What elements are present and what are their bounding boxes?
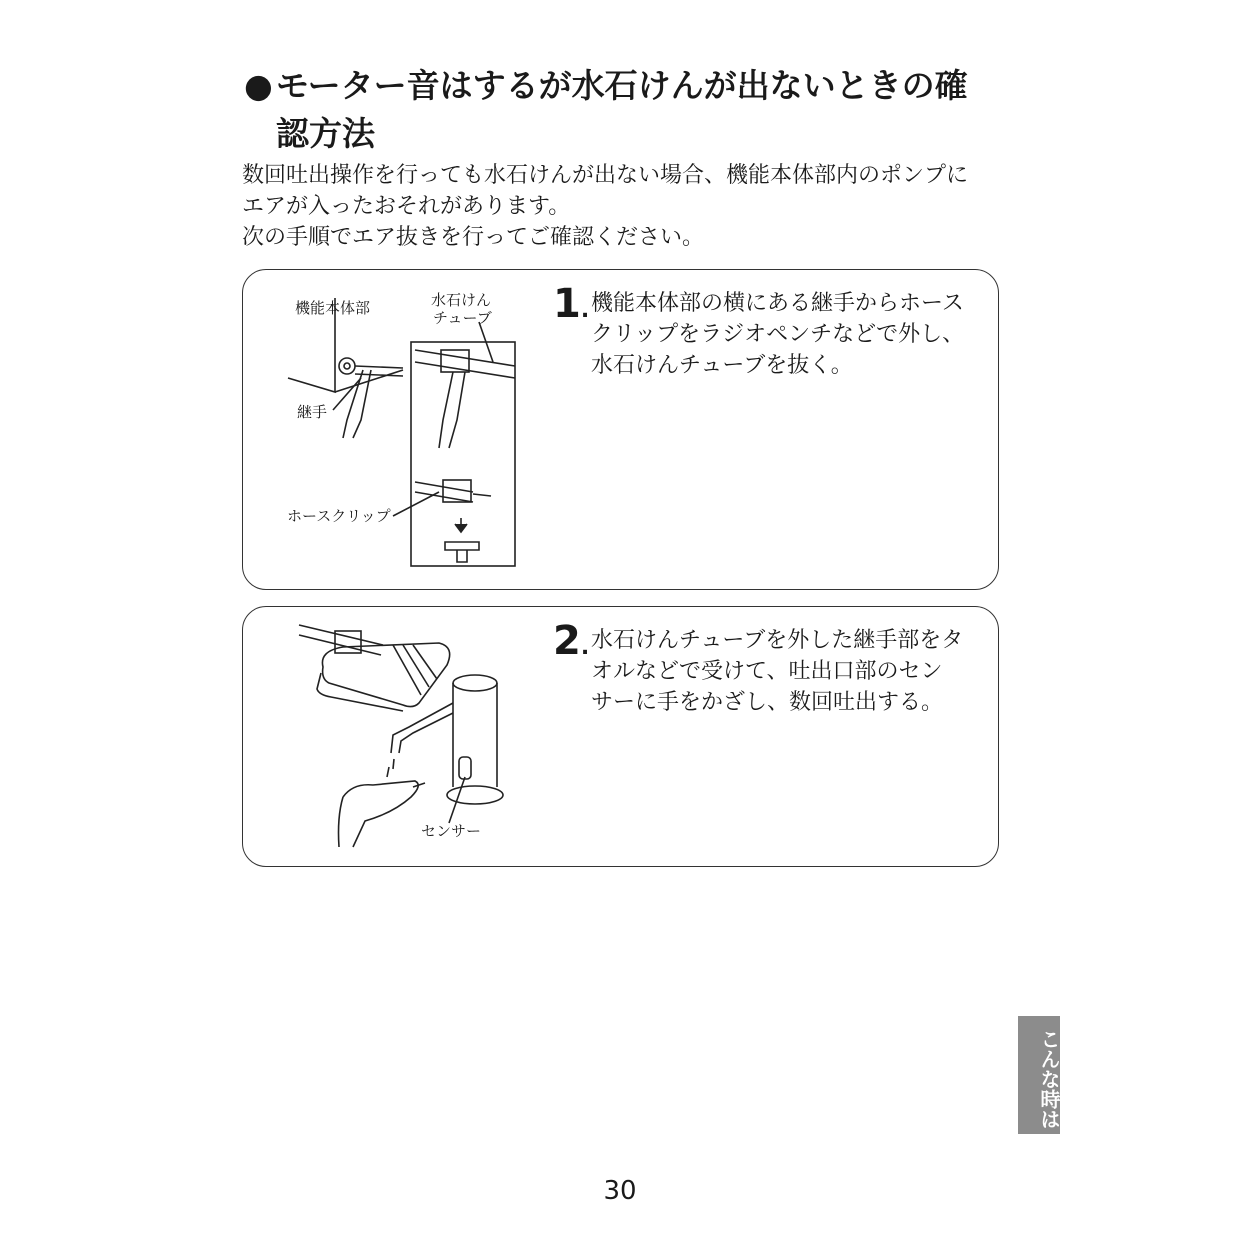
- step-number: 1.: [553, 281, 590, 327]
- section-side-tab: こんな時は: [1018, 1016, 1060, 1134]
- label-soap-tube-1: 水石けん: [431, 291, 492, 309]
- step-2-panel: [242, 606, 999, 867]
- step-2-illustration: [243, 607, 543, 865]
- intro-line-3: 次の手順でエア抜きを行ってご確認ください。: [242, 225, 705, 250]
- heading-line-1: モーター音はするが水石けんが出ないときの確: [276, 66, 968, 105]
- step-1-illustration: [243, 270, 543, 590]
- label-hose-clip: ホースクリップ: [287, 507, 391, 525]
- label-soap-tube-2: チューブ: [433, 309, 492, 327]
- page-number: 30: [603, 1176, 637, 1206]
- step-2: [553, 618, 993, 718]
- label-sensor: センサー: [421, 822, 482, 840]
- intro-line-1: 数回吐出操作を行っても水石けんが出ない場合、機能本体部内のポンプに: [242, 163, 969, 188]
- label-main-body: 機能本体部: [295, 299, 371, 317]
- step-1-panel: [242, 269, 999, 590]
- intro-line-2: エアが入ったおそれがあります。: [242, 194, 571, 219]
- step-1: [553, 281, 993, 381]
- step-1-text: 機能本体部の横にある継手からホース クリップをラジオペンチなどで外し、 水石けんチューブを抜く。: [591, 291, 965, 378]
- label-joint: 継手: [297, 403, 328, 421]
- step-number: 2.: [553, 618, 590, 664]
- step-2-text: 水石けんチューブを外した継手部をタ オルなどで受けて、吐出口部のセン サーに手をかざし、数回吐出する。: [591, 628, 964, 715]
- bullet-icon: ●: [244, 66, 273, 105]
- heading-line-2: 認方法: [276, 114, 375, 153]
- intro-paragraph: [242, 160, 1022, 253]
- section-heading: [244, 62, 1004, 158]
